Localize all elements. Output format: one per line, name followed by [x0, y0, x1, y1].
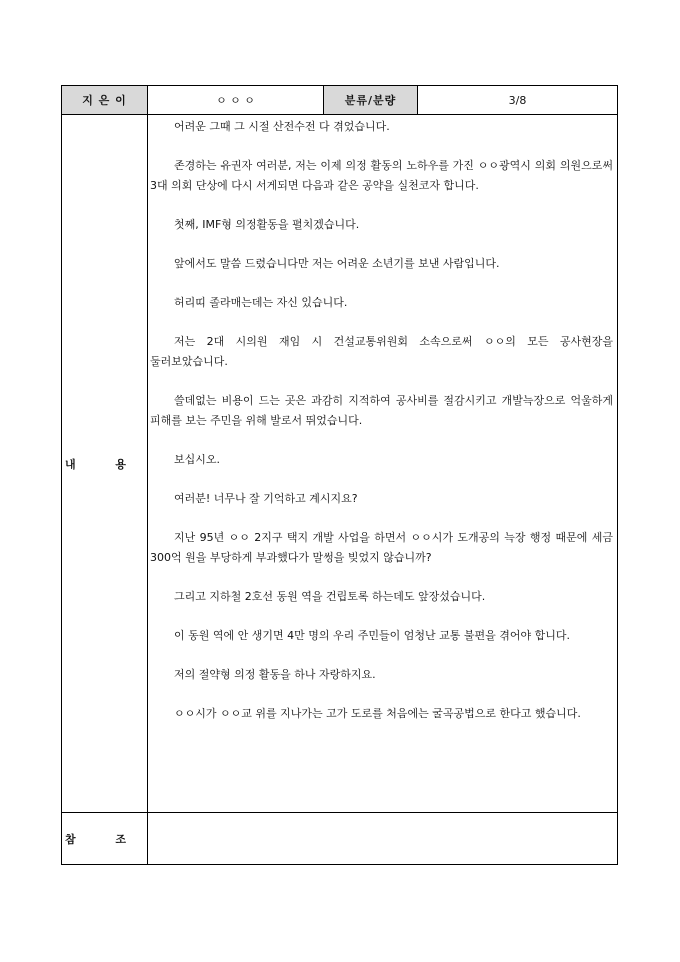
paragraph: 허리띠 졸라매는데는 자신 있습니다. — [174, 296, 348, 309]
reference-row — [62, 813, 618, 865]
paragraph: 첫째, IMF형 의정활동을 펼치겠습니다. — [174, 218, 360, 231]
reference-label — [62, 813, 148, 865]
paragraph: 저의 절약형 의정 활동을 하나 자랑하지요. — [174, 668, 376, 681]
paragraph: 저는 2대 시의원 재임 시 건설교통위원회 소속으로써 ㅇㅇ의 모든 공사현장을 둘러보았습니다. — [150, 335, 613, 368]
content-body-cell — [148, 115, 618, 813]
page-value: 3/8 — [418, 86, 618, 115]
paragraph: 그리고 지하철 2호선 동원 역을 건립토록 하는데도 앞장섰습니다. — [174, 590, 486, 603]
paragraph: 어려운 그때 그 시절 산전수전 다 겪었습니다. — [174, 120, 390, 133]
paragraph: 쓸데없는 비용이 드는 곳은 과감히 지적하여 공사비를 절감시키고 개발늑장으로 억울하게 피해를 보는 주민을 위해 발로서 뛰었습니다. — [150, 394, 613, 427]
paragraph: 존경하는 유권자 여러분, 저는 이제 의정 활동의 노하우를 가진 ㅇㅇ광역시 의회 의원으로써 3대 의회 단상에 다시 서게되면 다음과 같은 공약을 실천코자 합니다. — [150, 159, 613, 192]
content-row — [62, 115, 618, 813]
content-text — [148, 115, 617, 724]
document-form-table — [61, 85, 618, 865]
header-row — [62, 86, 618, 115]
paragraph: 지난 95년 ㅇㅇ 2지구 택지 개발 사업을 하면서 ㅇㅇ시가 도개공의 늑장 행정 때문에 세금 300억 원을 부당하게 부과했다가 말썽을 빚었지 않습니까? — [150, 531, 613, 564]
paragraph: 이 동원 역에 안 생기면 4만 명의 우리 주민들이 엄청난 교통 불편을 겪어야 합니다. — [174, 629, 570, 642]
author-label: 지 은 이 — [62, 86, 148, 115]
paragraph: ㅇㅇ시가 ㅇㅇ교 위를 지나가는 고가 도로를 처음에는 굴곡공법으로 한다고 했습니다. — [174, 707, 581, 720]
content-label — [62, 115, 148, 813]
author-value: ㅇ ㅇ ㅇ — [148, 86, 324, 115]
category-label: 분류/분량 — [324, 86, 418, 115]
paragraph: 여러분! 너무나 잘 기억하고 계시지요? — [174, 492, 358, 505]
content-label-text: 내 용 — [64, 457, 145, 471]
reference-label-text: 참 조 — [64, 832, 145, 846]
paragraph: 앞에서도 말씀 드렸습니다만 저는 어려운 소년기를 보낸 사람입니다. — [174, 257, 500, 270]
paragraph: 보십시오. — [174, 453, 221, 466]
reference-value — [148, 813, 618, 865]
